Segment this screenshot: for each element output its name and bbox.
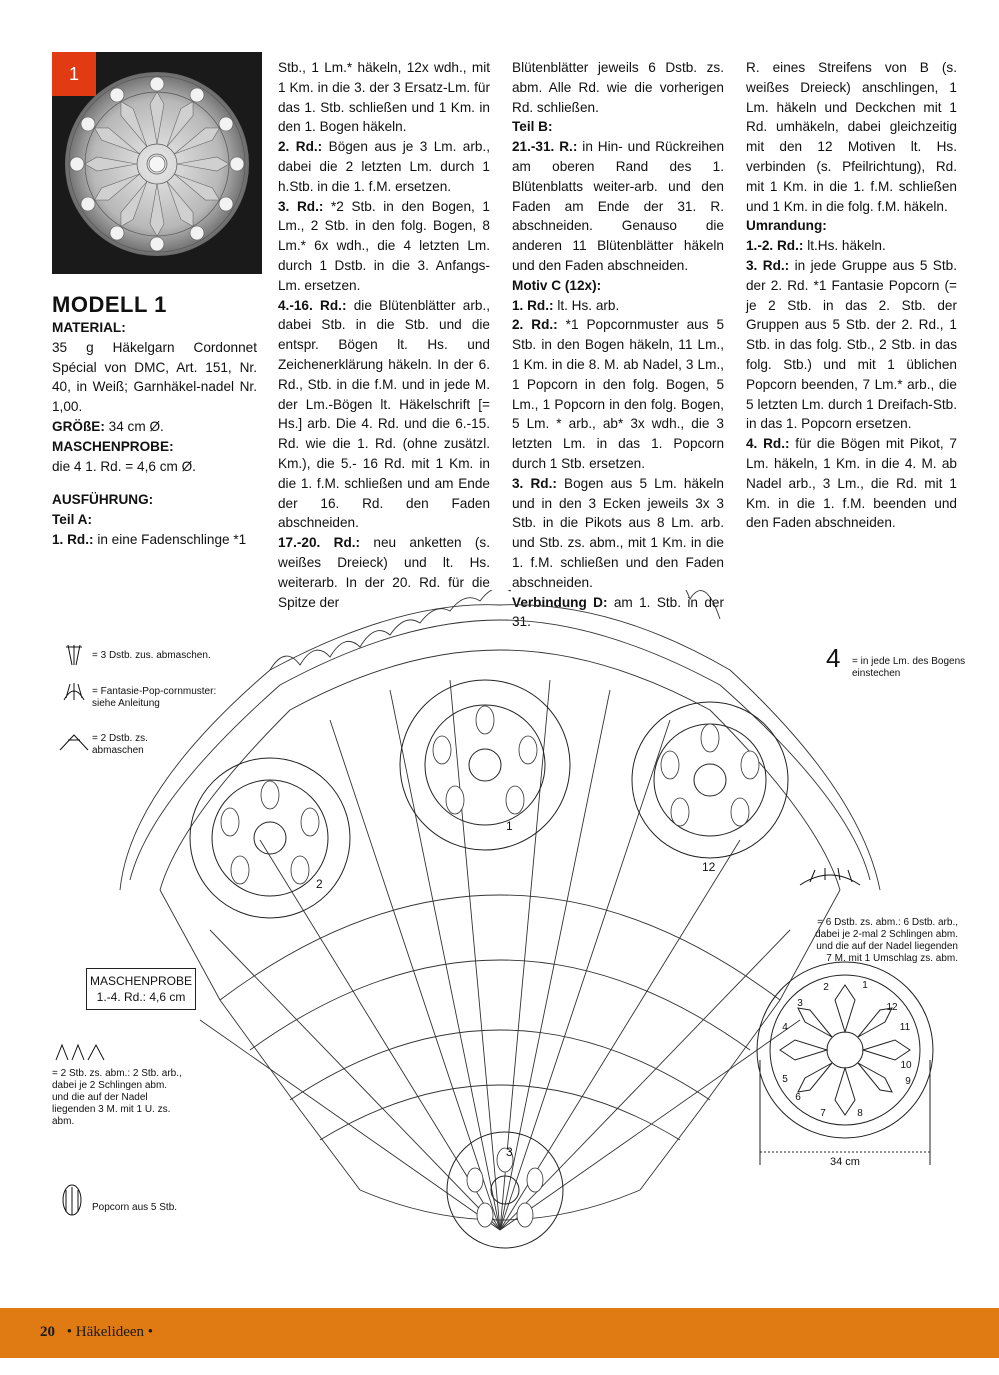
motif-round-2-text: *1 Popcornmuster aus 5 Stb. in den Bogen häkeln, 11 Lm., 1 Km. in die 8. M. ab Nadel, 3 Lm., 1 Popcorn in den folg. Bogen, 5 Lm., 1 Popcorn in den folg. Bogen, 5 Lm. * arb., ab* 3x wdh., die 3 letzten Lm. in das 1. Popcorn durch 1 Stb. ersetzen. bbox=[512, 317, 725, 471]
legend-each-chain: = in jede Lm. des Bogens einstechen bbox=[852, 656, 966, 679]
triple-treble-together-icon bbox=[66, 645, 82, 665]
material-label: MATERIAL: bbox=[52, 320, 126, 335]
mini-motif-7: 7 bbox=[820, 1108, 826, 1119]
mini-motif-6: 6 bbox=[795, 1092, 801, 1103]
legend-fantasy-popcorn: = Fantasie-Pop-cornmuster: siehe Anleitung bbox=[92, 686, 217, 709]
border-round-3-label: 3. Rd.: bbox=[746, 257, 790, 273]
size-label: GRÖßE: bbox=[52, 418, 105, 434]
gauge-box bbox=[86, 968, 196, 1010]
text-column-1 bbox=[52, 318, 257, 550]
text-column-2 bbox=[278, 58, 490, 612]
double-treble-together-icon bbox=[60, 735, 88, 750]
round-2-text: Bögen aus je 3 Lm. arb., dabei die 2 letzten Lm. durch 1 h.Stb. in die 1. f.M. ersetzen. bbox=[278, 139, 490, 194]
round-17-20-label: 17.-20. Rd.: bbox=[278, 535, 361, 551]
double-stitch-together-icon bbox=[56, 1045, 104, 1060]
legend-6-dstb: = 6 Dstb. zs. abm.: 6 Dstb. arb., dabei je 2-mal 2 Schlingen abm. und die auf der Nadel liegenden 7 M. mit 1 Umschlag zs. abm. bbox=[815, 917, 958, 964]
round-3-text: *2 Stb. in den Bogen, 1 Lm., 2 Stb. in den folg. Bogen, 8 Lm.* 6x wdh., die 4 letzten Lm. durch 1 Dstb. in die 3. Anfangs-Lm. ersetzen. bbox=[278, 198, 490, 293]
border-round-3-text: in jede Gruppe aus 5 Stb. der 2. Rd. *1 Fantasie Popcorn (= je 2 Stb. in das 2. Stb. der Gruppen aus 5 Stb. der 2. Rd., 1 Stb. in das folg. Stb., 2 Stb. in das folg. Stb.) und mit 1 üblichen Popcorn beenden, 7 Lm.* arb., die 5 letzten Lm. durch 1 Dreifach-Stb. in das 1. Popcorn ersetzen. bbox=[746, 257, 957, 432]
mini-motif-9: 9 bbox=[905, 1076, 911, 1087]
mini-motif-10: 10 bbox=[900, 1060, 912, 1071]
size-dimension-label: 34 cm bbox=[830, 1156, 860, 1168]
fantasy-popcorn-icon bbox=[64, 683, 84, 700]
col4-intro: R. eines Streifens von B (s. weißes Dreieck) anschlingen, 1 Lm. häkeln und Deckchen mit 1 Rd. umhäkeln, dabei gleichzeitig mit den 12 Motiven lt. Hs. verbinden (s. Pfeilrichtung), Rd. mit 1 Km. in die 1. f.M. schließen und 1 Km. in die folg. f.M. häkeln. bbox=[746, 60, 957, 214]
gauge-box-text: 1.-4. Rd.: 4,6 cm bbox=[96, 990, 186, 1004]
six-treble-together-icon bbox=[800, 868, 860, 885]
mini-motif-8: 8 bbox=[857, 1108, 863, 1119]
legend-2-dstb: = 2 Dstb. zs. abmaschen bbox=[92, 733, 148, 756]
mini-motif-3: 3 bbox=[797, 998, 803, 1009]
motif-round-1-label: 1. Rd.: bbox=[512, 297, 554, 313]
border-label: Umrandung: bbox=[746, 218, 827, 234]
size-text: 34 cm Ø. bbox=[108, 418, 164, 434]
mini-motif-2: 2 bbox=[823, 982, 829, 993]
motif-round-3-text: Bogen aus 5 Lm. häkeln und in den 3 Ecken jeweils 3x 3 Stb. in die Pikots aus 8 Lm. arb. und Stb. zs. abm., mit 1 Km. in die 1. f.M. schließen und den Faden abschneiden. bbox=[512, 475, 724, 590]
round-3-label: 3. Rd.: bbox=[278, 198, 324, 214]
motif-number-1: 1 bbox=[506, 819, 513, 833]
mini-motif-1: 1 bbox=[862, 980, 868, 991]
material-text: 35 g Häkelgarn Cordonnet Spécial von DMC, Art. 151, Nr. 40, in Weiß; Garnhäkel-nadel Nr. 1,00. bbox=[52, 339, 257, 415]
round-1-text: in eine Fadenschlinge *1 bbox=[97, 531, 247, 547]
gauge-text: die 4 1. Rd. = 4,6 cm Ø. bbox=[52, 458, 196, 474]
motif-number-3: 3 bbox=[506, 1145, 513, 1159]
motif-round-1-text: lt. Hs. arb. bbox=[557, 297, 620, 313]
mini-motif-4: 4 bbox=[782, 1022, 788, 1033]
round-4-16-text: die Blütenblätter arb., dabei Stb. in die Stb. und die entspr. Bögen lt. Hs. und Zeichenerklärung häkeln. In der 6. Rd., Stb. in die f.M. und in jede M. der Lm.-Bögen lt. Häkelschrift [= Hs.] arb. Die 4. Rd. und die 6.-15. Rd. wie die 1. Rd. (ohne zusätzl. Km.), die 5.- 16 Rd. mit 1 Km. in die 1. f.M. schließen und am Ende der 16. Rd. den Faden abschneiden. bbox=[278, 297, 490, 531]
gauge-box-title: MASCHENPROBE bbox=[89, 974, 193, 988]
text-column-3 bbox=[512, 58, 724, 632]
round-17-20-text: neu anketten (s. weißes Dreieck) und lt. Hs. weiterarb. In der 20. Rd. für die Spitze der bbox=[278, 535, 490, 610]
legend-3-dstb: = 3 Dstb. zus. abmaschen. bbox=[92, 650, 211, 661]
border-round-1-2-label: 1.-2. Rd.: bbox=[746, 238, 804, 254]
text-column-4 bbox=[746, 58, 957, 533]
mini-motif-11: 11 bbox=[899, 1022, 911, 1033]
gauge-label: MASCHENPROBE: bbox=[52, 438, 174, 454]
border-round-4-label: 4. Rd.: bbox=[746, 436, 790, 452]
part-a-label: Teil A: bbox=[52, 512, 93, 528]
model-title: MODELL 1 bbox=[52, 292, 167, 317]
round-2-label: 2. Rd.: bbox=[278, 139, 323, 155]
motif-round-3-label: 3. Rd.: bbox=[512, 475, 557, 491]
motif-round-2-label: 2. Rd.: bbox=[512, 317, 558, 333]
part-b-label: Teil B: bbox=[512, 119, 553, 135]
mini-motif-12: 12 bbox=[886, 1002, 898, 1013]
motif-c-label: Motiv C (12x): bbox=[512, 277, 602, 293]
row-21-31-text: in Hin- und Rückreihen am oberen Rand des 1. Blütenblatts weiter-arb. und den Faden am Ende der 31. R. abschneiden. Genauso die anderen 11 Blütenblätter häkeln und den Faden abschneiden. bbox=[512, 139, 725, 273]
col2-intro: Stb., 1 Lm.* häkeln, 12x wdh., mit 1 Km. in die 3. der 3 Ersatz-Lm. für das 1. Stb. schließen und 1 Km. in den 1. Bogen häkeln. bbox=[278, 60, 490, 135]
legend-symbol-4: 4 bbox=[826, 643, 841, 673]
legend-2-stb-together: = 2 Stb. zs. abm.: 2 Stb. arb., dabei je 2 Schlingen abm. und die auf der Nadel liegenden 3 M. mit 1 U. zs. abm. bbox=[52, 1068, 182, 1127]
border-round-4-text: für die Bögen mit Pikot, 7 Lm. häkeln, 1 Km. in die 4. M. ab Nadel arb., 3 Lm., die Rd. mit 1 Km. in die 1. f.M. beenden und den Faden abschneiden. bbox=[746, 436, 957, 531]
legend-popcorn: Popcorn aus 5 Stb. bbox=[92, 1202, 178, 1213]
connection-d-label: Verbindung D: bbox=[512, 594, 608, 610]
row-21-31-label: 21.-31. R.: bbox=[512, 139, 578, 155]
round-4-16-label: 4.-16. Rd.: bbox=[278, 297, 347, 313]
page-number: 20 bbox=[40, 1324, 55, 1340]
border-round-1-2-text: lt.Hs. häkeln. bbox=[807, 238, 886, 254]
col3-intro: Blütenblätter jeweils 6 Dstb. zs. abm. Alle Rd. wie die vorherigen Rd. schließen. bbox=[512, 60, 724, 115]
magazine-name: • Häkelideen • bbox=[66, 1324, 154, 1340]
footer bbox=[40, 1324, 153, 1341]
round-1-label: 1. Rd.: bbox=[52, 531, 94, 547]
model-number-badge: 1 bbox=[52, 52, 96, 96]
execution-label: AUSFÜHRUNG: bbox=[52, 492, 154, 508]
connection-d-text: am 1. Stb. in der 31. bbox=[512, 594, 724, 630]
motif-number-2: 2 bbox=[316, 877, 323, 891]
motif-number-12: 12 bbox=[702, 860, 716, 874]
doily-photo bbox=[52, 52, 262, 274]
mini-motif-5: 5 bbox=[782, 1074, 788, 1085]
